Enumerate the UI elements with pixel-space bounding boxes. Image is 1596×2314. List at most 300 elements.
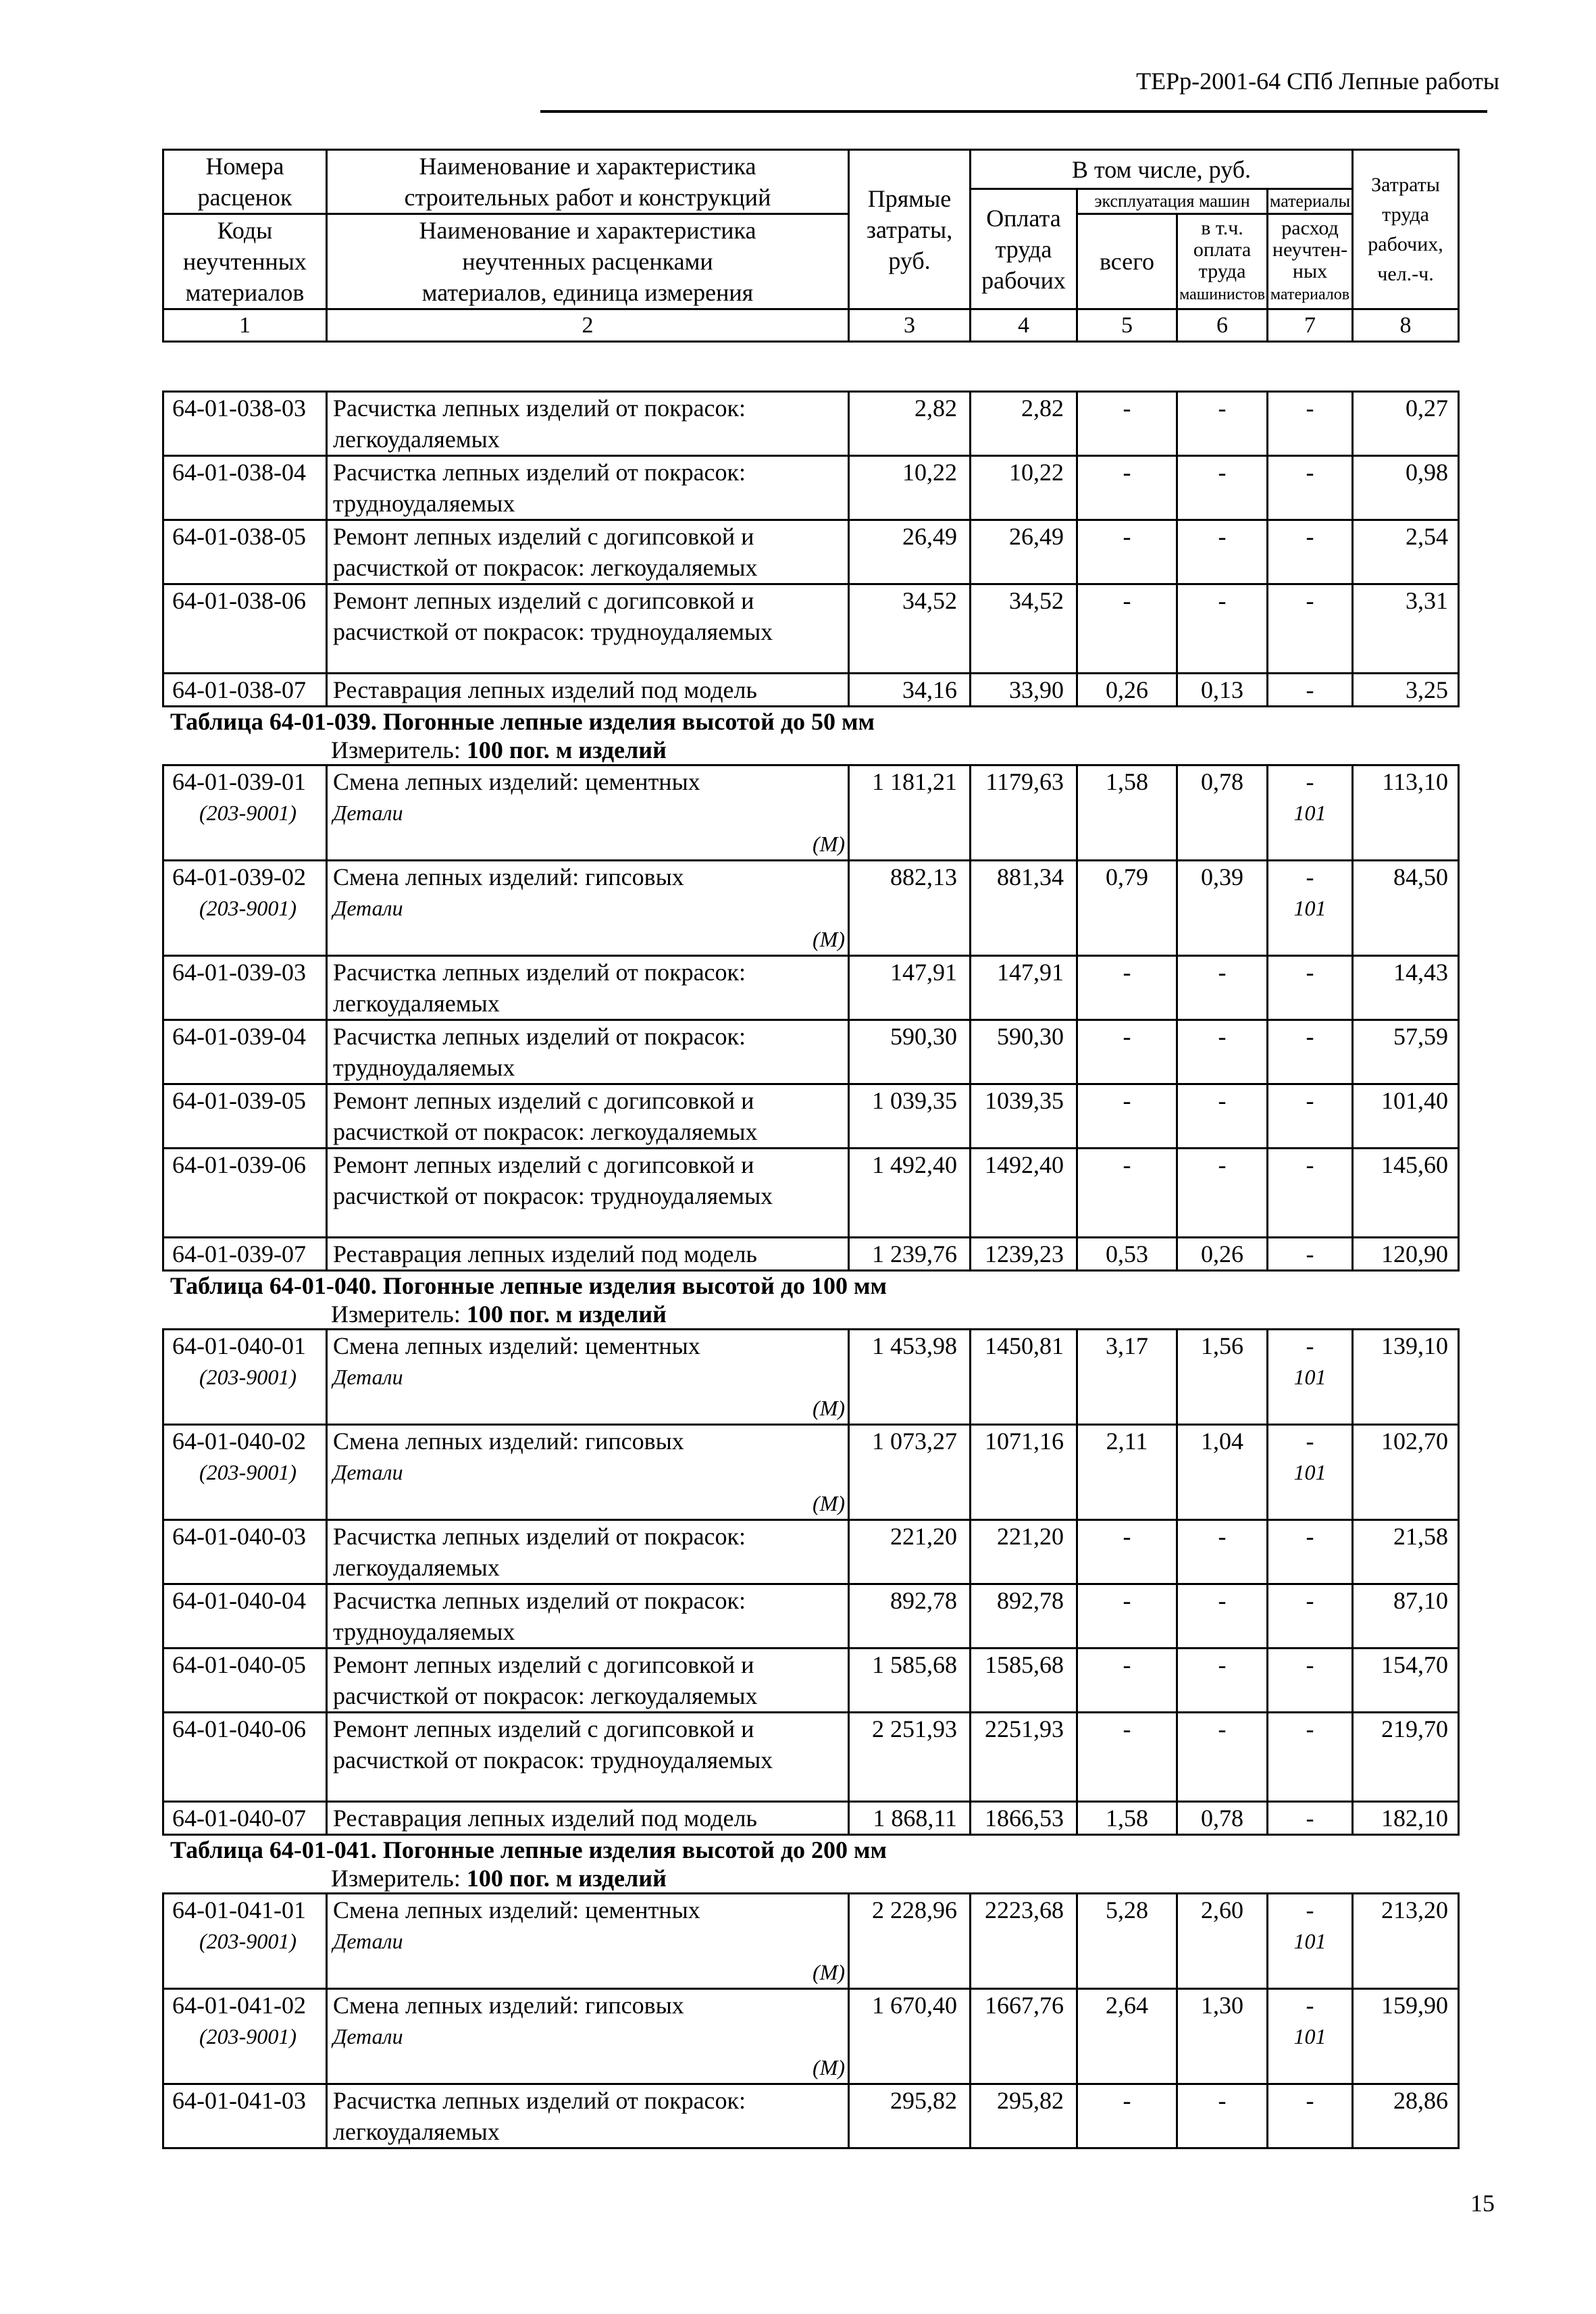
labor-cost: 33,90 [971, 674, 1077, 707]
rate-name: Расчистка лепных изделий от покрасок: легкоудаляемых [333, 959, 746, 1017]
labor-cost: 26,49 [971, 520, 1077, 584]
machine-cost: - [1077, 1149, 1177, 1238]
table-row [163, 1425, 1459, 1520]
labor-cost: 2,82 [971, 392, 1077, 456]
rate-name: Расчистка лепных изделий от покрасок: легкоудаляемых [333, 395, 746, 453]
meter-value: 100 пог. м изделий [466, 1865, 667, 1892]
machine-cost: 2,11 [1077, 1425, 1177, 1520]
labor-cost: 590,30 [971, 1020, 1077, 1084]
page-number: 15 [1470, 2190, 1495, 2217]
material-quantity: 101 [1293, 1929, 1327, 1953]
rate-code: 64-01-040-02 [172, 1428, 306, 1455]
machine-cost: - [1077, 392, 1177, 456]
column-header-table [162, 149, 1460, 343]
material-consumption: - [1306, 1151, 1314, 1178]
material-consumption: - [1306, 1523, 1314, 1550]
rate-name: Ремонт лепных изделий с догипсовкой и расчисткой от покрасок: трудноудаляемых [333, 1151, 773, 1209]
material-code: (203-9001) [199, 896, 297, 920]
rate-code-cell [163, 2084, 327, 2148]
rate-code-cell [163, 1520, 327, 1584]
rate-code-cell [163, 956, 327, 1020]
rate-name-cell [327, 956, 849, 1020]
rates-table-section_039 [162, 764, 1460, 1272]
labor-hours: 0,98 [1353, 456, 1459, 520]
material-code: (203-9001) [199, 1460, 297, 1484]
machine-labor-cost: - [1177, 1713, 1268, 1802]
direct-cost: 34,16 [849, 674, 971, 707]
material-consumption-cell [1268, 861, 1353, 956]
table-title: Таблица 64-01-041. Погонные лепные изделия высотой до 200 мм [170, 1836, 887, 1863]
materials-header: материалы [1268, 189, 1353, 214]
direct-cost: 590,30 [849, 1020, 971, 1084]
rate-code: 64-01-038-04 [172, 459, 306, 486]
rate-code: 64-01-040-01 [172, 1332, 306, 1359]
rate-code: 64-01-040-05 [172, 1651, 306, 1678]
col8-header: Затраты труда рабочих, чел.-ч. [1353, 150, 1459, 309]
direct-cost: 295,82 [849, 2084, 971, 2148]
machine-cost: 1,58 [1077, 1802, 1177, 1835]
rate-name: Реставрация лепных изделий под модель [333, 1240, 757, 1267]
rate-name-cell [327, 674, 849, 707]
machine-cost: 3,17 [1077, 1330, 1177, 1425]
machine-labor-cost: 1,56 [1177, 1330, 1268, 1425]
labor-hours: 0,27 [1353, 392, 1459, 456]
machine-cost: - [1077, 956, 1177, 1020]
rate-code-cell [163, 1649, 327, 1713]
machine-labor-cost: - [1177, 1520, 1268, 1584]
material-consumption: - [1306, 959, 1314, 986]
machine-labor-cost: 0,39 [1177, 861, 1268, 956]
rate-code: 64-01-039-02 [172, 863, 306, 890]
material-consumption: - [1306, 1715, 1314, 1742]
col1-top-header: Номера расценок [163, 150, 327, 214]
colnum-8: 8 [1353, 309, 1459, 342]
direct-cost: 1 585,68 [849, 1649, 971, 1713]
material-flag: (М) [813, 1491, 845, 1515]
rate-name-cell [327, 1713, 849, 1802]
labor-hours: 182,10 [1353, 1802, 1459, 1835]
rate-code-cell [163, 1989, 327, 2084]
machine-labor-cost: - [1177, 956, 1268, 1020]
rate-code: 64-01-040-07 [172, 1805, 306, 1832]
direct-cost: 1 453,98 [849, 1330, 971, 1425]
material-consumption-cell [1268, 1713, 1353, 1802]
material-consumption: - [1306, 2087, 1314, 2114]
labor-hours: 159,90 [1353, 1989, 1459, 2084]
material-quantity: 101 [1293, 2024, 1327, 2048]
table-row [163, 1020, 1459, 1084]
labor-hours: 3,31 [1353, 584, 1459, 674]
col2-top-header: Наименование и характеристика строительных работ и конструкций [327, 150, 849, 214]
header-rule [540, 110, 1487, 113]
table-title: Таблица 64-01-039. Погонные лепные изделия высотой до 50 мм [170, 708, 875, 735]
rate-name-cell [327, 1649, 849, 1713]
meter-label: Измеритель: [331, 736, 461, 763]
table-row [163, 1330, 1459, 1425]
labor-cost: 1239,23 [971, 1238, 1077, 1271]
rate-code-cell [163, 392, 327, 456]
machine-cost: - [1077, 520, 1177, 584]
rate-code-cell [163, 1894, 327, 1989]
rate-name: Смена лепных изделий: цементных [333, 1332, 700, 1359]
material-consumption: - [1306, 1587, 1314, 1614]
table-row [163, 1520, 1459, 1584]
material-consumption-cell [1268, 765, 1353, 861]
table-row [163, 392, 1459, 456]
machine-cost: - [1077, 456, 1177, 520]
col7-header: расход неучтен- ных материалов [1268, 214, 1353, 309]
machine-cost: - [1077, 1649, 1177, 1713]
rate-code: 64-01-039-05 [172, 1087, 306, 1114]
labor-hours: 57,59 [1353, 1020, 1459, 1084]
material-consumption-cell [1268, 1149, 1353, 1238]
material-consumption-cell [1268, 1584, 1353, 1649]
rate-name: Расчистка лепных изделий от покрасок: легкоудаляемых [333, 2087, 746, 2145]
material-consumption-cell [1268, 2084, 1353, 2148]
rate-code: 64-01-039-04 [172, 1023, 306, 1050]
rate-name: Смена лепных изделий: цементных [333, 1896, 700, 1923]
material-consumption-cell [1268, 674, 1353, 707]
rate-name-cell [327, 1425, 849, 1520]
rate-name: Расчистка лепных изделий от покрасок: легкоудаляемых [333, 1523, 746, 1581]
table-row [163, 1084, 1459, 1149]
direct-cost: 34,52 [849, 584, 971, 674]
rate-code-cell [163, 1584, 327, 1649]
rate-code-cell [163, 765, 327, 861]
material-consumption-cell [1268, 1649, 1353, 1713]
rate-name: Смена лепных изделий: гипсовых [333, 1428, 684, 1455]
labor-cost: 892,78 [971, 1584, 1077, 1649]
material-consumption-cell [1268, 1330, 1353, 1425]
rate-code: 64-01-040-04 [172, 1587, 306, 1614]
material-consumption: - [1306, 863, 1314, 890]
rate-code-cell [163, 1802, 327, 1835]
rate-name-cell [327, 1989, 849, 2084]
table-row [163, 674, 1459, 707]
colnum-2: 2 [327, 309, 849, 342]
labor-hours: 2,54 [1353, 520, 1459, 584]
labor-cost: 881,34 [971, 861, 1077, 956]
labor-cost: 34,52 [971, 584, 1077, 674]
material-flag: (М) [813, 1960, 845, 1984]
rate-name-cell [327, 2084, 849, 2148]
machine-cost: - [1077, 1584, 1177, 1649]
table-row [163, 765, 1459, 861]
direct-cost: 1 670,40 [849, 1989, 971, 2084]
material-name: Детали [333, 2024, 403, 2048]
labor-cost: 1866,53 [971, 1802, 1077, 1835]
table-meter [162, 736, 1458, 764]
machine-cost: 0,53 [1077, 1238, 1177, 1271]
table-row [163, 1149, 1459, 1238]
material-quantity: 101 [1293, 896, 1327, 920]
rate-code: 64-01-039-06 [172, 1151, 306, 1178]
rate-name: Смена лепных изделий: цементных [333, 768, 700, 795]
rate-name: Реставрация лепных изделий под модель [333, 676, 757, 703]
machine-labor-cost: 1,04 [1177, 1425, 1268, 1520]
machine-labor-cost: 1,30 [1177, 1989, 1268, 2084]
material-consumption-cell [1268, 1020, 1353, 1084]
machine-cost: 0,79 [1077, 861, 1177, 956]
rate-name: Ремонт лепных изделий с догипсовкой и расчисткой от покрасок: легкоудаляемых [333, 523, 758, 581]
table-row [163, 520, 1459, 584]
table-row [163, 956, 1459, 1020]
rate-name: Ремонт лепных изделий с догипсовкой и расчисткой от покрасок: легкоудаляемых [333, 1087, 758, 1145]
labor-hours: 145,60 [1353, 1149, 1459, 1238]
material-name: Детали [333, 1929, 403, 1953]
document-title: ТЕРр-2001-64 СПб Лепные работы [1136, 68, 1499, 95]
table-row [163, 861, 1459, 956]
col2-bottom-header: Наименование и характеристика неучтенных расценками материалов, единица измерения [327, 214, 849, 309]
group-header: В том числе, руб. [971, 150, 1353, 189]
material-quantity: 101 [1293, 1365, 1327, 1389]
material-consumption: - [1306, 1428, 1314, 1455]
direct-cost: 1 239,76 [849, 1238, 971, 1271]
colnum-5: 5 [1077, 309, 1177, 342]
material-consumption-cell [1268, 584, 1353, 674]
rate-code-cell [163, 1330, 327, 1425]
labor-hours: 154,70 [1353, 1649, 1459, 1713]
machine-cost: - [1077, 1520, 1177, 1584]
rate-code-cell [163, 1425, 327, 1520]
machine-labor-cost: - [1177, 1084, 1268, 1149]
rate-name-cell [327, 392, 849, 456]
material-code: (203-9001) [199, 801, 297, 825]
meter-label: Измеритель: [331, 1301, 461, 1328]
rate-name-cell [327, 1894, 849, 1989]
col6-header: в т.ч. оплата труда машинистов [1177, 214, 1268, 309]
rate-name: Расчистка лепных изделий от покрасок: трудноудаляемых [333, 1587, 746, 1645]
labor-cost: 1179,63 [971, 765, 1077, 861]
colnum-6: 6 [1177, 309, 1268, 342]
table-row [163, 1713, 1459, 1802]
table-row [163, 1894, 1459, 1989]
labor-cost: 221,20 [971, 1520, 1077, 1584]
labor-hours: 120,90 [1353, 1238, 1459, 1271]
rate-name-cell [327, 1584, 849, 1649]
material-quantity: 101 [1293, 1460, 1327, 1484]
machine-labor-cost: - [1177, 456, 1268, 520]
machine-cost: - [1077, 1713, 1177, 1802]
direct-cost: 26,49 [849, 520, 971, 584]
rate-name: Смена лепных изделий: гипсовых [333, 1992, 684, 2019]
table-row [163, 456, 1459, 520]
rate-name: Расчистка лепных изделий от покрасок: трудноудаляемых [333, 1023, 746, 1081]
labor-hours: 213,20 [1353, 1894, 1459, 1989]
meter-label: Измеритель: [331, 1865, 461, 1892]
material-consumption-cell [1268, 1425, 1353, 1520]
direct-cost: 2 228,96 [849, 1894, 971, 1989]
machine-cost: - [1077, 1020, 1177, 1084]
direct-cost: 1 868,11 [849, 1802, 971, 1835]
rate-code: 64-01-039-03 [172, 959, 306, 986]
direct-cost: 10,22 [849, 456, 971, 520]
rate-name: Ремонт лепных изделий с догипсовкой и расчисткой от покрасок: трудноудаляемых [333, 1715, 773, 1774]
material-code: (203-9001) [199, 1365, 297, 1389]
rate-code: 64-01-038-06 [172, 587, 306, 614]
material-flag: (М) [813, 2055, 845, 2080]
colnum-7: 7 [1268, 309, 1353, 342]
rate-code: 64-01-040-03 [172, 1523, 306, 1550]
rate-name-cell [327, 456, 849, 520]
machine-labor-cost: 0,26 [1177, 1238, 1268, 1271]
rate-code: 64-01-041-03 [172, 2087, 306, 2114]
material-consumption: - [1306, 459, 1314, 486]
colnum-1: 1 [163, 309, 327, 342]
rate-code: 64-01-040-06 [172, 1715, 306, 1742]
material-code: (203-9001) [199, 1929, 297, 1953]
material-consumption-cell [1268, 392, 1353, 456]
labor-hours: 139,10 [1353, 1330, 1459, 1425]
rate-code-cell [163, 1084, 327, 1149]
labor-hours: 87,10 [1353, 1584, 1459, 1649]
labor-hours: 84,50 [1353, 861, 1459, 956]
col1-bottom-header: Коды неучтенных материалов [163, 214, 327, 309]
machine-cost: 2,64 [1077, 1989, 1177, 2084]
material-consumption: - [1306, 768, 1314, 795]
material-flag: (М) [813, 927, 845, 951]
rate-name-cell [327, 1149, 849, 1238]
material-consumption: - [1306, 1023, 1314, 1050]
rates-table-section_040 [162, 1328, 1460, 1836]
table-meter [162, 1864, 1458, 1892]
rate-name: Реставрация лепных изделий под модель [333, 1805, 757, 1832]
material-consumption-cell [1268, 1520, 1353, 1584]
rate-code-cell [163, 1020, 327, 1084]
direct-cost: 1 073,27 [849, 1425, 971, 1520]
direct-cost: 892,78 [849, 1584, 971, 1649]
rate-code-cell [163, 456, 327, 520]
machine-cost: - [1077, 584, 1177, 674]
rates-table-section_041 [162, 1892, 1460, 2149]
labor-cost: 295,82 [971, 2084, 1077, 2148]
rate-name-cell [327, 1802, 849, 1835]
labor-cost: 1667,76 [971, 1989, 1077, 2084]
labor-cost: 1039,35 [971, 1084, 1077, 1149]
labor-hours: 28,86 [1353, 2084, 1459, 2148]
machine-labor-cost: 0,13 [1177, 674, 1268, 707]
machine-labor-cost: - [1177, 1584, 1268, 1649]
rate-name-cell [327, 1238, 849, 1271]
rate-code-cell [163, 1238, 327, 1271]
colnum-3: 3 [849, 309, 971, 342]
table-meter [162, 1300, 1458, 1328]
machine-cost: - [1077, 2084, 1177, 2148]
table-row [163, 1802, 1459, 1835]
machine-cost: 5,28 [1077, 1894, 1177, 1989]
material-consumption: - [1306, 676, 1314, 703]
machine-labor-cost: - [1177, 520, 1268, 584]
material-consumption-cell [1268, 1894, 1353, 1989]
material-consumption: - [1306, 395, 1314, 422]
labor-hours: 113,10 [1353, 765, 1459, 861]
labor-cost: 1492,40 [971, 1149, 1077, 1238]
material-consumption: - [1306, 1651, 1314, 1678]
material-consumption: - [1306, 1087, 1314, 1114]
rate-code: 64-01-039-07 [172, 1240, 306, 1267]
material-consumption-cell [1268, 520, 1353, 584]
labor-hours: 14,43 [1353, 956, 1459, 1020]
direct-cost: 221,20 [849, 1520, 971, 1584]
material-consumption: - [1306, 1240, 1314, 1267]
direct-cost: 2,82 [849, 392, 971, 456]
labor-cost: 10,22 [971, 456, 1077, 520]
material-flag: (М) [813, 832, 845, 856]
material-consumption: - [1306, 587, 1314, 614]
rate-name: Смена лепных изделий: гипсовых [333, 863, 684, 890]
colnum-4: 4 [971, 309, 1077, 342]
machine-cost: 1,58 [1077, 765, 1177, 861]
machine-labor-cost: - [1177, 2084, 1268, 2148]
machine-labor-cost: 0,78 [1177, 1802, 1268, 1835]
rate-code-cell [163, 861, 327, 956]
table-row [163, 1649, 1459, 1713]
rate-name: Ремонт лепных изделий с догипсовкой и расчисткой от покрасок: трудноудаляемых [333, 587, 773, 645]
material-name: Детали [333, 1460, 403, 1484]
labor-cost: 1071,16 [971, 1425, 1077, 1520]
material-name: Детали [333, 896, 403, 920]
labor-hours: 101,40 [1353, 1084, 1459, 1149]
direct-cost: 147,91 [849, 956, 971, 1020]
rate-name-cell [327, 1330, 849, 1425]
table-row [163, 1989, 1459, 2084]
machine-labor-cost: - [1177, 1020, 1268, 1084]
labor-hours: 219,70 [1353, 1713, 1459, 1802]
rate-name: Ремонт лепных изделий с догипсовкой и расчисткой от покрасок: легкоудаляемых [333, 1651, 758, 1709]
material-consumption: - [1306, 1805, 1314, 1832]
rate-code: 64-01-041-02 [172, 1992, 306, 2019]
rate-name-cell [327, 1020, 849, 1084]
table-row [163, 1584, 1459, 1649]
direct-cost: 1 181,21 [849, 765, 971, 861]
labor-hours: 102,70 [1353, 1425, 1459, 1520]
material-consumption-cell [1268, 1084, 1353, 1149]
rate-code-cell [163, 1713, 327, 1802]
table-row [163, 1238, 1459, 1271]
rate-name-cell [327, 765, 849, 861]
rate-name-cell [327, 861, 849, 956]
rate-code: 64-01-041-01 [172, 1896, 306, 1923]
material-consumption: - [1306, 1992, 1314, 2019]
labor-cost: 2223,68 [971, 1894, 1077, 1989]
col4-header: Оплата труда рабочих [971, 189, 1077, 309]
material-name: Детали [333, 801, 403, 825]
rate-name-cell [327, 1520, 849, 1584]
labor-hours: 21,58 [1353, 1520, 1459, 1584]
material-consumption: - [1306, 523, 1314, 550]
rate-code: 64-01-038-07 [172, 676, 306, 703]
material-consumption: - [1306, 1896, 1314, 1923]
machines-header: эксплуатация машин [1077, 189, 1268, 214]
meter-value: 100 пог. м изделий [466, 736, 667, 763]
col3-header: Прямые затраты, руб. [849, 150, 971, 309]
labor-cost: 2251,93 [971, 1713, 1077, 1802]
material-consumption-cell [1268, 1989, 1353, 2084]
labor-hours: 3,25 [1353, 674, 1459, 707]
material-consumption: - [1306, 1332, 1314, 1359]
machine-labor-cost: - [1177, 1649, 1268, 1713]
material-consumption-cell [1268, 1802, 1353, 1835]
rate-code: 64-01-038-05 [172, 523, 306, 550]
rate-name: Расчистка лепных изделий от покрасок: трудноудаляемых [333, 459, 746, 517]
table-title: Таблица 64-01-040. Погонные лепные изделия высотой до 100 мм [170, 1272, 887, 1299]
rate-name-cell [327, 584, 849, 674]
direct-cost: 1 039,35 [849, 1084, 971, 1149]
rate-code: 64-01-038-03 [172, 395, 306, 422]
rate-code-cell [163, 520, 327, 584]
machine-labor-cost: 2,60 [1177, 1894, 1268, 1989]
col5-header: всего [1077, 214, 1177, 309]
